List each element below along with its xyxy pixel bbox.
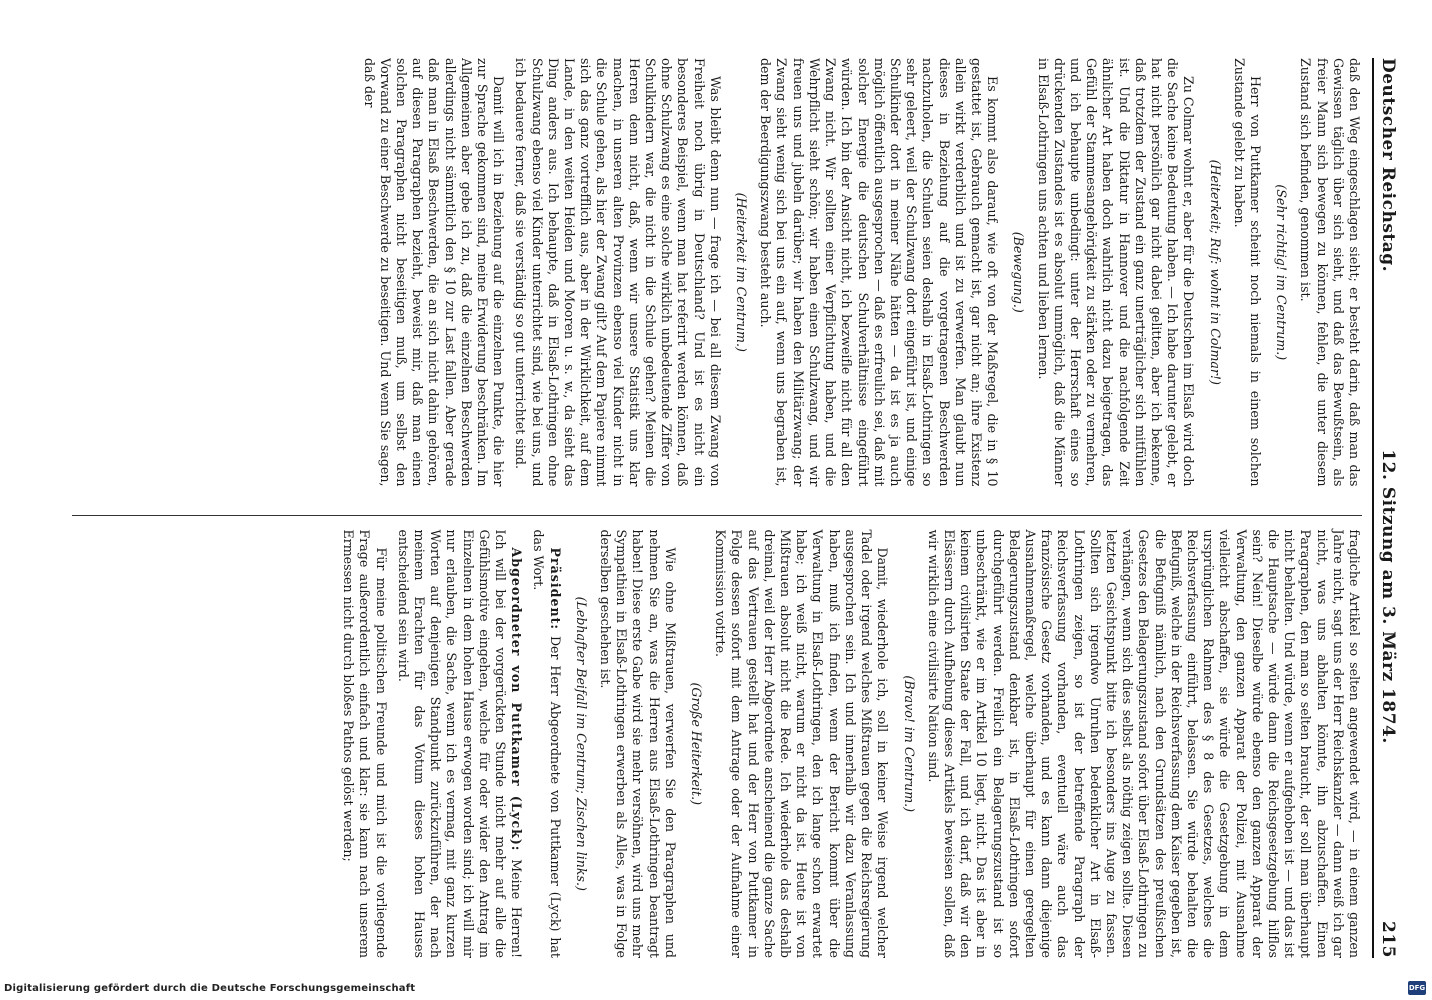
speech-text: Meine Herren! Ich will bei der vorgerückten Stunde nicht mehr auf alle die Gefühlsmotive eingehen, welche für oder wider den Antrag im Einzelnen in dem hohen Hause erwogen worden sind; ich will mir nur erlauben, die Sache, wenn ich es vermag, mit ganz kurzen Worten auf denjenigen Standpunkt zurückzuführen, der nach meinem Erachten für das Votum dieses hohen Hauses entscheidend sein wird.	[395, 529, 525, 958]
speaker-label: Abgeordneter von Puttkamer (Lyck):	[509, 547, 525, 852]
stage-direction: (Lebhafter Beifall im Centrum; Zischen links.)	[573, 596, 589, 891]
session-date: 12. Sitzung am 3. März 1874.	[1378, 449, 1398, 744]
speaker-label: Präsident:	[547, 547, 563, 631]
paragraph: fragliche Artikel so selten angewendet wird, — in einem ganzen Jahre nicht, sagt uns der Herr Reichskanzler — dann weiß ich gar nicht, was uns abhalten könnte, ihn abzuschaffen. Einen Paragraphen, den man so selten braucht, der soll man überhaupt nicht behalten. Und würde, wenn er aufgehoben ist — und das ist die Hauptsache — würde dann die Reichsgesetzgebung hilflos sein? Nein! Dieselbe würde ebenso den ganzen Apparat der Verwaltung, den ganzen Apparat der Polizei, mit Ausnahme vielleicht abschaffen, sie würde die Gesetzgebung in dem ursprünglichen Rahmen des § 8 des Gesetzes, welches die Reichsverfassung einführt, belassen. Sie würde behalten die Befugniß, welche in der Reichsverfassung dem Kaiser gegeben ist, die Befugniß nämlich, nach den Grundsätzen des preußischen Gesetzes den Belagerungszustand sofort über Elsaß-Lothringen zu verhängen, wenn sich dies selbst als nöthig zeigen sollte. Diesen letzten Gesichtspunkt bitte ich besonders ins Auge zu fassen. Sollten sich irgendwo Unruhen bedenklicher Art in Elsaß-Lothringen zeigen, so ist der betreffende Paragraph der Reichsverfassung vorhanden, eventuell wäre auch das französische Gesetz vorhanden, und es kann dann diejenige Ausnahmemaßregel, welche überhaupt für einen geregelten Belagerungszustand denkbar ist, in Elsaß-Lothringen sofort durchgeführt werden. Freilich ein Belagerungszustand ist so unbeschränkt, wie er im Artikel 10 liegt, nicht. Das ist aber in keinem civilisirten Staate der Fall, und ich darf, daß wir den Elsässern durch Aufhebung dieses Artikels beweisen sollen, daß wir wirklich eine civilisirte Nation sind.	[925, 529, 1362, 958]
paragraph: Zu Colmar wohnt er, aber für die Deutschen im Elsaß wird doch die Sache keine Bedeutung haben. — Ich habe darunter gelebt, er hat nicht persönlich gar nicht dabei gelitten, aber ich bekenne, daß trotzdem der Zustand ein ganz unerträglicher sich mitfühlen ist. Und die Diktatur in Hannover und die nachfolgende Zeit ähnlicher Art haben doch wahrlich nicht dazu beigetragen, das Gefühl der Stammesangehörigkeit zu stärken oder zu vermehren, und ich behaupte unbedingt: unter der Herrschaft eines so drückenden Zustandes ist es absolut unmöglich, daß die Männer in Elsaß-Lothringen uns achten und lieben lernen.	[1035, 58, 1197, 487]
paragraph: Es kommt also darauf, wie oft von der Maßregel, die in § 10 gestattet ist, Gebrauch gemacht ist, gar nicht an; ihre Existenz allein wirkt verderblich und ist zu verwerfen. Man glaubt nun dieses in Beziehung auf die vorgetragenen Beschwerden nachzuholen, die Schulen seien deshalb in Elsaß-Lothringen so sehr geleert, weil der Schulzwang dort eingeführt ist, und einige Schulkinder dort in meiner Nähe hätten — da ist es ja auch möglich öffentlich ausgesprochen — daß es erfreulich sei, daß mit solcher Energie die deutschen Schulverhältnisse eingeführt würden. Ich bin der Ansicht nicht, ich bezweifle nicht für all den Zwang nicht. Wir sollten einer Verpflichtung haben, und die Wehrpflicht sieht schön; wir haben einen Schulzwang, und wir freuen uns und jubeln darüber; wir haben den Militärzwang; der Zwang sieht wenig sich bei uns ein auf, wenn uns begraben ist, dem der Beerdigungszwang besteht auch.	[758, 58, 1001, 487]
stage-direction: (Heiterkeit; Ruf: wohnt in Colmar!)	[1207, 159, 1223, 385]
running-head	[1372, 58, 1398, 958]
page-number: 215	[1378, 921, 1398, 958]
text-column-left	[72, 58, 1362, 487]
paragraph	[530, 530, 562, 959]
stage-direction: (Große Heiterkeit.)	[689, 682, 705, 806]
paragraph: Was bleibt denn nun — frage ich — bei all diesem Zwang von Freiheit noch übrig in Deutschland? Und ist es nicht ein besonderes Beispiel, wenn man hat referirt werden können, daß ohne Schulzwang es eine solche wirklich unbedeutende Ziffer von Schulkindern war, die nicht in die Schule gehen? Meinen die Herren denn nicht, daß, wenn wir unsere Statistik uns klar machen, in unseren alten Provinzen ebenso viel Kinder nicht in die Schule gehen, als hier der Zwang gilt? Auf dem Papiere nimmt sich das ganz vortrefflich aus, aber in der Wirklichkeit, auf dem Lande, in den weiten Heiden und Mooren u. s. w., da sieht das Ding anders aus. Ich behaupte, daß in Elsaß-Lothringen ohne Schulzwang ebenso viel Kinder unterrichtet sind, wie bei uns, und ich bedauere ferner, daß sie verständig so gut unterrichtet sind.	[513, 58, 723, 487]
paragraph: daß den Weg eingeschlagen sieht; er besteht darin, daß man das Gewissen täglich über sich sieht, und daß das Bewußtsein, als freier Mann sich bewegen zu können, fehlen, die unter diesem Zustand sich befinden, genommen ist.	[1298, 58, 1362, 487]
paragraph: Damit, wiederhole ich, soll in keiner Weise irgend welcher Tadel oder irgend welches Mißtrauen gegen die Reichsregierung ausgesprochen sein. Ich und innerhalb wir dazu Veranlassung haben, muß ich finden, wenn der Bericht kommt über die Verwaltung in Elsaß-Lothringen, den ich lange schon erwartet habe; ich weiß nicht, warum er nicht da ist. Heute ist von Mißtrauen absolut nicht die Rede. Ich wiederhole das deshalb dreimal, weil der Herr Abgeordnete anscheinend die ganze Sache auf das Vertrauen gestellt hat und der Herr von Puttkamer in Folge dessen sofort mit dem Antrage oder der Aufnahme einer Kommission votirte.	[713, 529, 891, 958]
stage-direction: (Sehr richtig! im Centrum.)	[1274, 184, 1290, 361]
stage-direction: (Bewegung.)	[1011, 231, 1027, 313]
stage-direction: (Heiterkeit im Centrum.)	[734, 192, 750, 352]
journal-title: Deutscher Reichstag.	[1378, 58, 1398, 273]
paragraph: Für meine politischen Freunde und mich ist die vorliegende Frage außerordentlich einfach und klar: sie kann nach unserem Ermessen nicht durch bloßes Pathos gelöst werden;	[341, 529, 389, 958]
paragraph: Herr von Puttkamer scheint noch niemals in einem solchen Zustande gelebt zu haben.	[1231, 58, 1263, 487]
paragraph: Wie ohne Mißtrauen, verwerfen Sie den Paragraphen und nehmen Sie an, was die Herren aus Elsaß-Lothringen beantragt haben! Diese erste Gabe wird sie mehr versöhnen, wird uns mehr Sympathien in Elsaß-Lothringen erwerben als Alles, was in Folge derselben geschehen ist.	[598, 529, 678, 958]
speech-text: Der Herr Abgeordnete von Puttkamer (Lyck) hat das Wort.	[531, 529, 563, 958]
text-column-right	[72, 515, 1362, 959]
dfg-logo-icon: DFG	[1408, 981, 1426, 995]
digitization-note: Digitalisierung gefördert durch die Deutsche Forschungsgemeinschaft	[4, 982, 416, 994]
paragraph	[395, 530, 525, 959]
stage-direction: (Bravo! im Centrum.)	[901, 675, 917, 813]
digitization-footer	[0, 976, 1432, 1000]
paragraph: Damit will ich in Beziehung auf die einzelnen Punkte, die hier zur Sprache gekommen sind, meine Erwiderung beschränken. Im Allgemeinen aber gebe ich zu, daß die einzelnen Beschwerden allerdings nicht sämmtlich den § 10 zur Last fallen. Aber gerade daß man in Elsaß Beschwerden, die an sich nicht dahin gehören, auf diesen Paragraphen bezieht, beweist mir, daß man einen solchen Paragraphen nicht beseitigen muß, um selbst den Vorwand zu einer Beschwerde zu beseitigen. Und wenn Sie sagen, daß der	[361, 58, 507, 487]
